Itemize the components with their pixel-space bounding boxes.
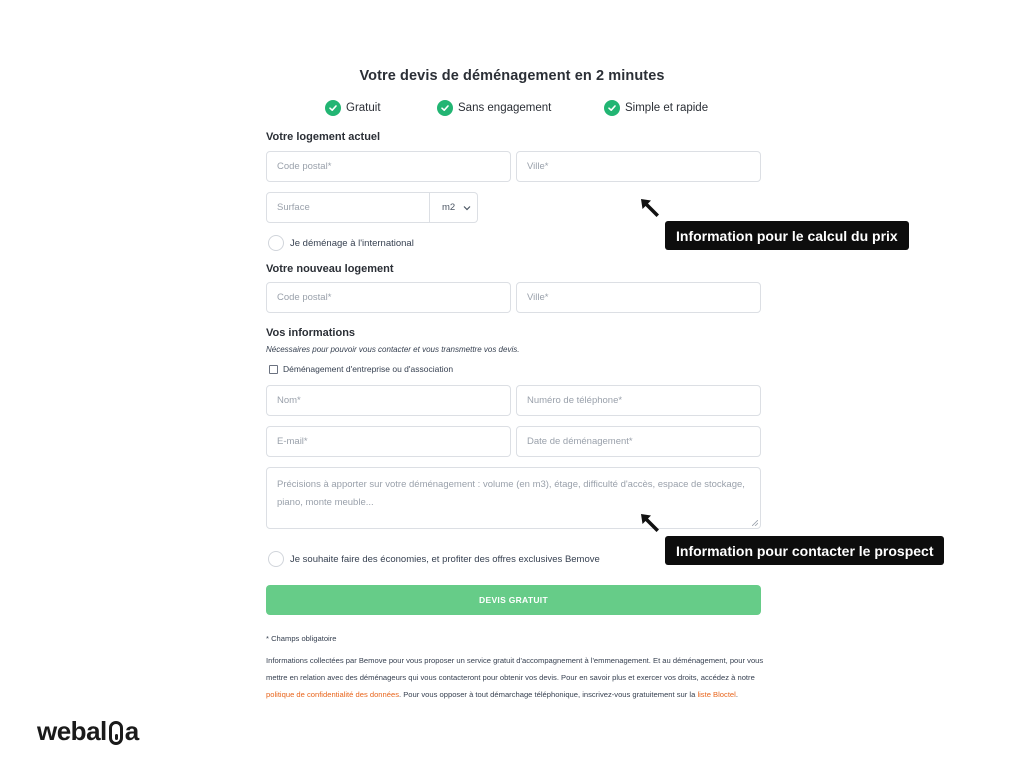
logo-text-right: a — [124, 716, 139, 746]
privacy-policy-link[interactable]: politique de confidentialité des données — [266, 690, 399, 699]
chevron-down-icon — [463, 205, 471, 211]
logo-text-left: webal — [37, 716, 107, 746]
section-your-info: Vos informations — [266, 327, 356, 339]
resize-handle-icon[interactable] — [752, 520, 758, 526]
company-label: Déménagement d'entreprise ou d'association — [283, 364, 454, 374]
details-placeholder: Précisions à apporter sur votre déménagement : volume (en m3), étage, difficulté d'accès, espace de stockage, piano, monte meuble... — [277, 479, 745, 508]
logo-pill-icon — [109, 721, 123, 745]
check-circle-icon — [604, 100, 620, 116]
name-input[interactable]: Nom* — [266, 385, 511, 416]
webaloa-logo — [37, 716, 139, 747]
company-checkbox[interactable] — [269, 365, 278, 374]
benefit-label: Simple et rapide — [625, 102, 709, 114]
new-postal-input[interactable]: Code postal* — [266, 282, 511, 313]
arrow-up-left-icon — [638, 196, 662, 220]
price-info-callout: Information pour le calcul du prix — [665, 221, 909, 250]
benefit-free — [325, 100, 381, 116]
current-city-input[interactable]: Ville* — [516, 151, 761, 182]
arrow-up-left-icon — [638, 511, 662, 535]
offers-label: Je souhaite faire des économies, et profiter des offres exclusives Bemove — [290, 554, 600, 565]
legal-part-3: . — [735, 690, 738, 699]
form-title: Votre devis de déménagement en 2 minutes — [359, 68, 665, 84]
surface-input[interactable]: Surface — [266, 192, 430, 223]
offers-checkbox[interactable] — [268, 551, 284, 567]
phone-input[interactable]: Numéro de téléphone* — [516, 385, 761, 416]
submit-quote-button[interactable]: DEVIS GRATUIT — [266, 585, 761, 615]
international-checkbox[interactable] — [268, 235, 284, 251]
legal-text — [266, 652, 766, 703]
legal-part-2: . Pour vous opposer à tout démarchage téléphonique, inscrivez-vous gratuitement sur la — [399, 690, 698, 699]
contact-info-callout: Information pour contacter le prospect — [665, 536, 944, 565]
info-note: Nécessaires pour pouvoir vous contacter et vous transmettre vos devis. — [266, 345, 520, 354]
benefit-no-commitment — [437, 100, 551, 116]
required-note: * Champs obligatoire — [266, 634, 337, 643]
section-current-home: Votre logement actuel — [266, 131, 381, 143]
benefit-label: Sans engagement — [458, 102, 552, 114]
surface-unit-select[interactable] — [430, 192, 478, 223]
current-postal-input[interactable]: Code postal* — [266, 151, 511, 182]
move-date-input[interactable]: Date de déménagement* — [516, 426, 761, 457]
details-textarea[interactable] — [266, 467, 761, 529]
international-label: Je déménage à l'international — [290, 238, 414, 249]
benefit-simple — [604, 100, 708, 116]
section-new-home: Votre nouveau logement — [266, 263, 394, 275]
check-circle-icon — [325, 100, 341, 116]
email-input[interactable]: E-mail* — [266, 426, 511, 457]
benefit-label: Gratuit — [346, 102, 381, 114]
check-circle-icon — [437, 100, 453, 116]
unit-value: m2 — [442, 202, 456, 213]
bloctel-link[interactable]: liste Bloctel — [697, 690, 736, 699]
legal-part-1: Informations collectées par Bemove pour vous proposer un service gratuit d'accompagnement à l'emmenagement. Et au déménagement, pour vous mettre en relation avec des déménageurs qui vous contacteront pour obtenir vos devis. Pour en savoir plus et exercer vos droits, accédez à notre — [266, 656, 764, 682]
new-city-input[interactable]: Ville* — [516, 282, 761, 313]
